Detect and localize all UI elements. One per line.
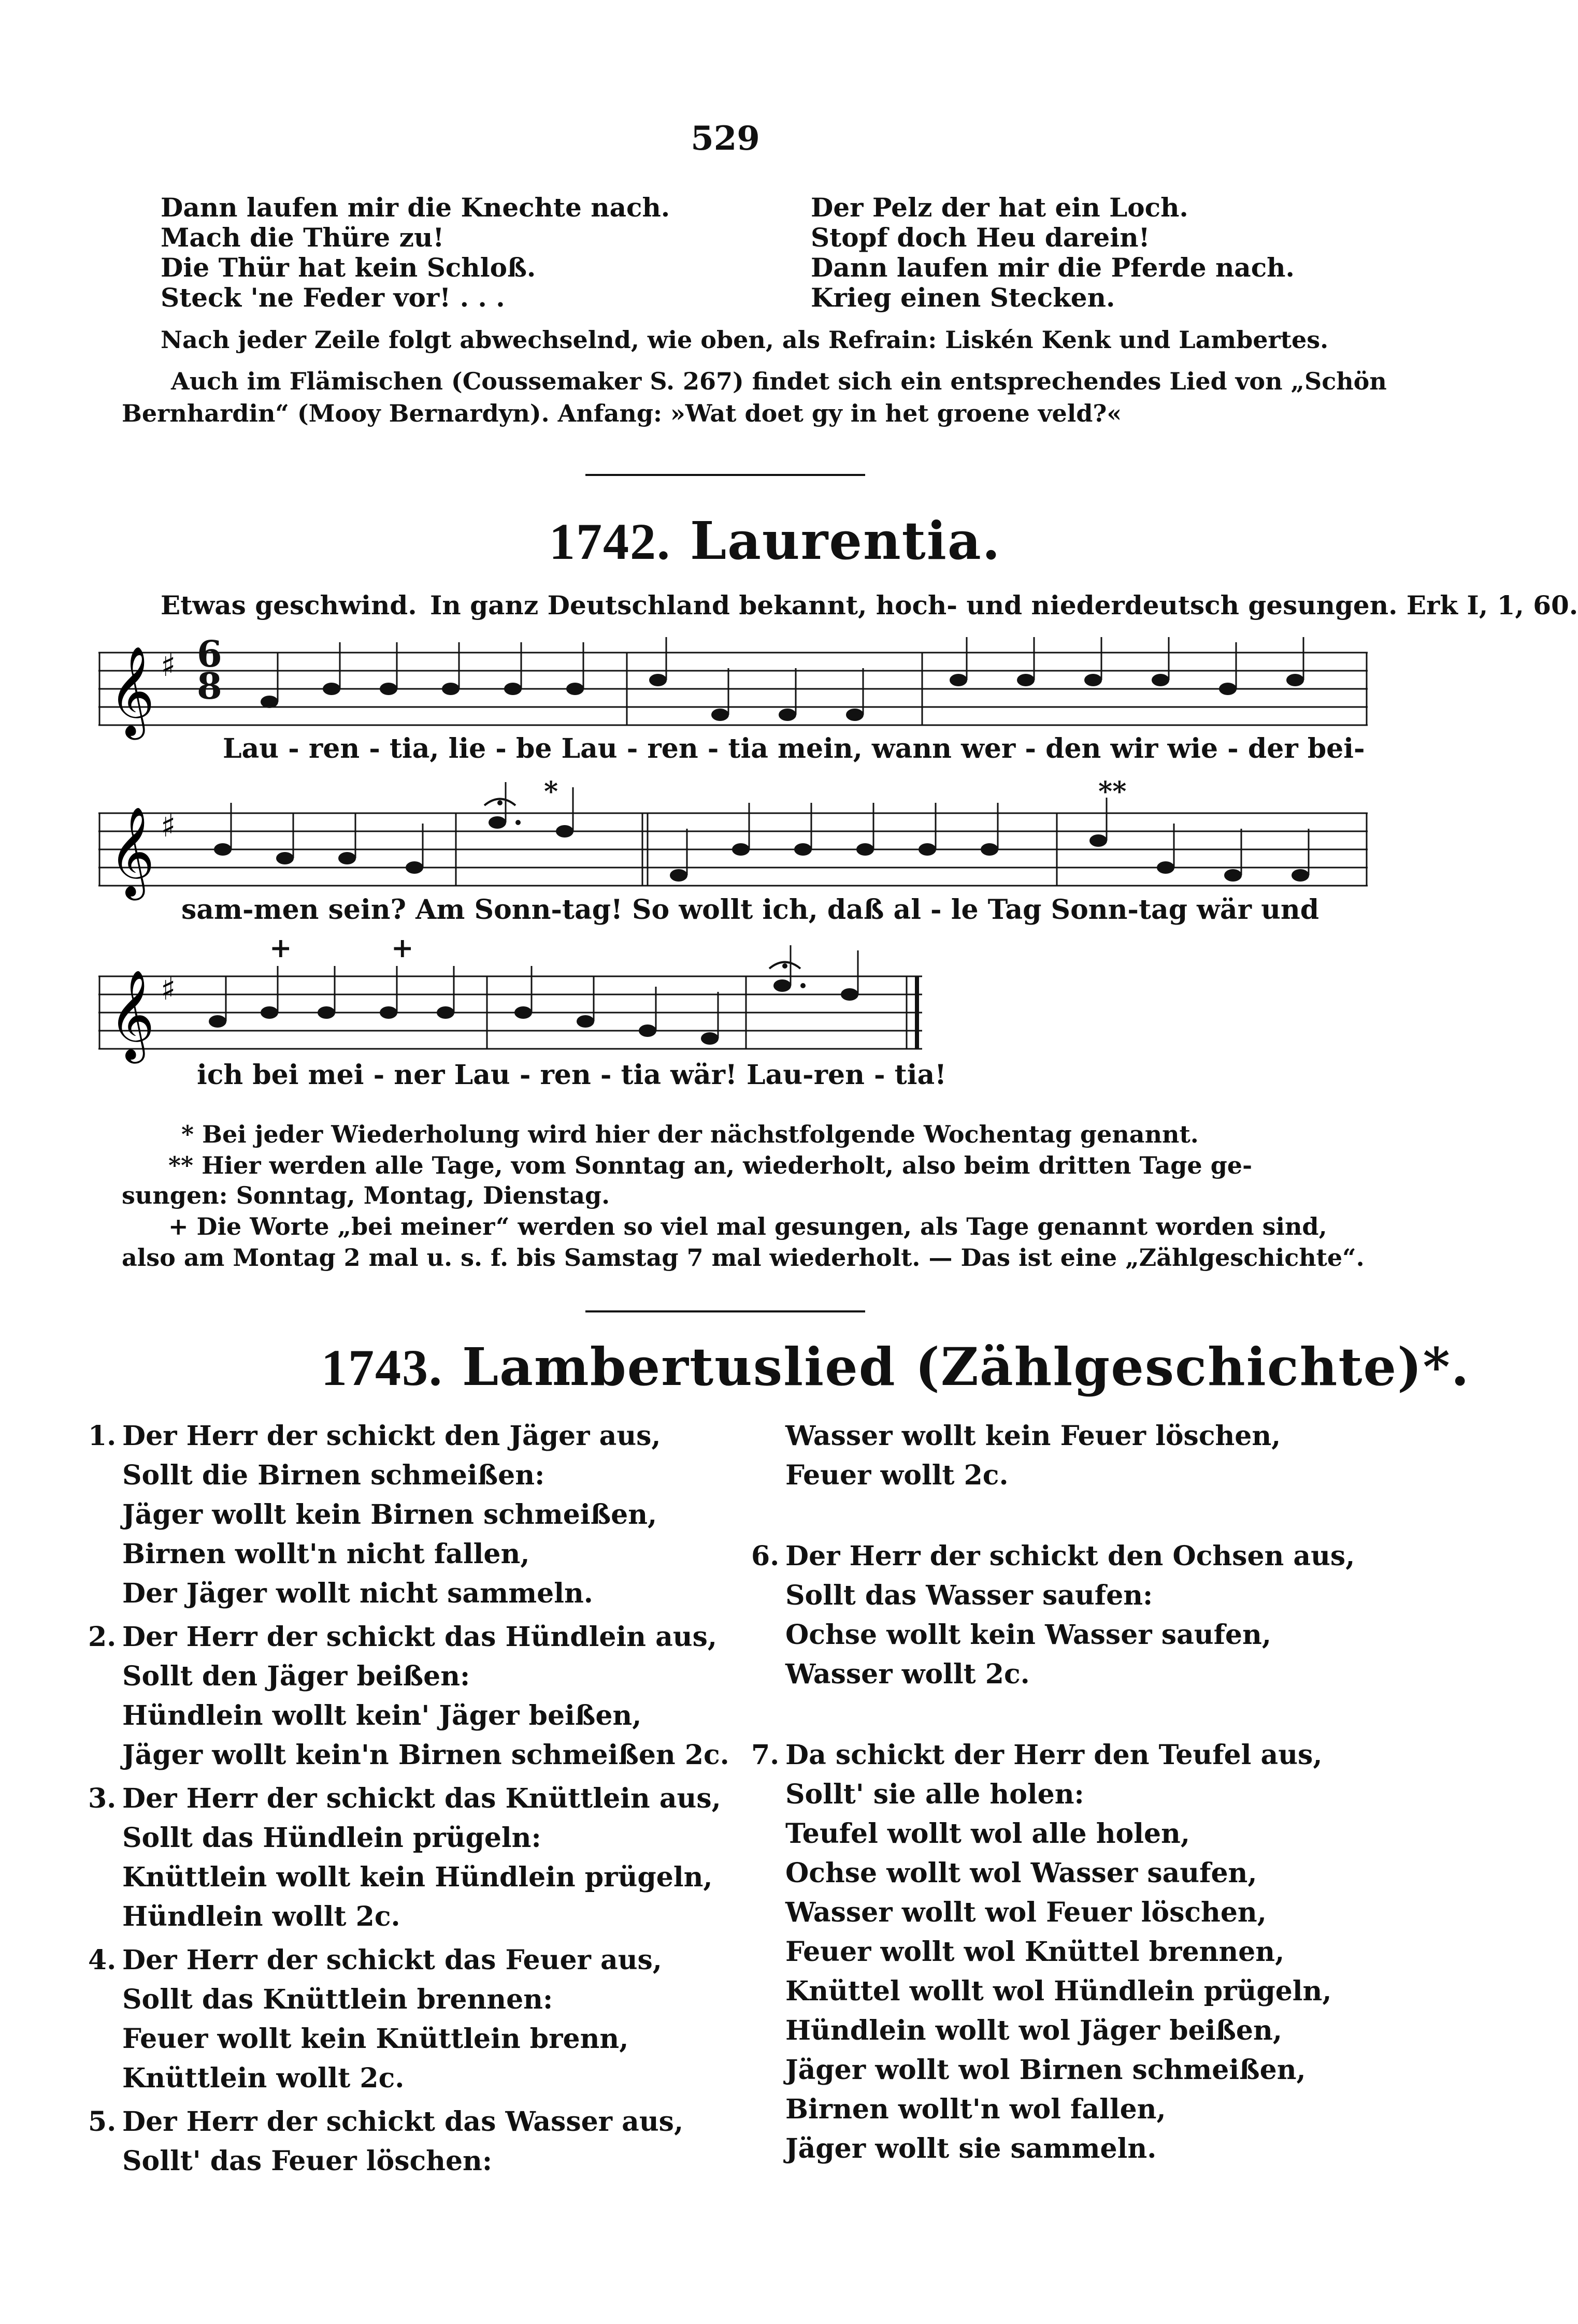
song-1742-number: 1742. xyxy=(549,513,671,570)
verse-number: 6. xyxy=(751,1540,780,1572)
verse-line xyxy=(88,1818,736,1858)
song-1742-title: Laurentia. xyxy=(690,510,1001,571)
song-1742-tempo: Etwas geschwind. xyxy=(161,590,417,620)
top-right-line-3: Dann laufen mir die Pferde nach. xyxy=(811,252,1295,283)
verse-text: Wasser wollt 2c. xyxy=(785,1658,1030,1690)
verse xyxy=(751,1736,1399,2169)
verse-line xyxy=(88,1858,736,1897)
verse-text: Sollt das Hündlein prügeln: xyxy=(122,1822,541,1854)
verse-text: Birnen wollt'n nicht fallen, xyxy=(122,1538,530,1570)
verse-line xyxy=(751,1814,1399,1854)
verse-text: Sollt den Jäger beißen: xyxy=(122,1661,470,1692)
verse-number: 2. xyxy=(88,1621,117,1653)
verse-line xyxy=(751,1456,1399,1495)
verse xyxy=(88,1417,736,1613)
verse-line xyxy=(751,1893,1399,1932)
top-left-line-3: Die Thür hat kein Schloß. xyxy=(161,252,536,283)
verses-right-column xyxy=(751,1417,1399,2169)
verse-line xyxy=(751,2011,1399,2051)
svg-text:♯: ♯ xyxy=(161,808,176,844)
cross-mark-2: + xyxy=(391,932,414,964)
verse-line xyxy=(751,1972,1399,2011)
verses-left-list xyxy=(88,1417,736,2181)
verse-text: Feuer wollt kein Knüttlein brenn, xyxy=(122,2023,629,2055)
verse-text: Knüttlein wollt kein Hündlein prügeln, xyxy=(122,1861,713,1893)
verse-text: Jäger wollt kein Birnen schmeißen, xyxy=(122,1499,657,1531)
verse xyxy=(88,1618,736,1775)
verse-line xyxy=(88,2059,736,2098)
verse-text: Sollt die Birnen schmeißen: xyxy=(122,1460,545,1491)
footnote-3: + Die Worte „bei meiner“ werden so viel mal gesungen, als Tage genannt worden sind, xyxy=(168,1212,1327,1240)
svg-text:𝄞: 𝄞 xyxy=(109,806,155,897)
verse-text: Sollt das Knüttlein brennen: xyxy=(122,1984,553,2015)
verse-line xyxy=(751,2129,1399,2169)
verse-text: Da schickt der Herr den Teufel aus, xyxy=(785,1739,1323,1771)
footnote-2-cont: sungen: Sonntag, Montag, Dienstag. xyxy=(122,1181,610,1209)
page-number: 529 xyxy=(691,119,760,158)
verse-text: Der Herr der schickt das Feuer aus, xyxy=(122,1944,662,1976)
verse-text: Der Herr der schickt den Jäger aus, xyxy=(122,1420,661,1452)
flemish-note-line-2: Bernhardin“ (Mooy Bernardyn). Anfang: »Wat doet gy in het groene veld?« xyxy=(122,399,1122,427)
verses-right-list xyxy=(751,1417,1399,2169)
section-divider-2 xyxy=(585,1310,865,1312)
verse-text: Sollt' das Feuer löschen: xyxy=(122,2145,493,2177)
treble-clef-icon: 𝄞 xyxy=(109,646,155,736)
sharp-icon: ♯ xyxy=(161,647,176,684)
verse xyxy=(88,1941,736,2098)
verse-text: Sollt' sie alle holen: xyxy=(785,1779,1084,1810)
verse-line xyxy=(88,1417,736,1456)
verse-line xyxy=(751,1775,1399,1814)
svg-text:𝄞: 𝄞 xyxy=(109,970,155,1060)
verse xyxy=(88,2102,736,2181)
music-staff-3 xyxy=(98,956,922,1075)
verse-text: Teufel wollt wol alle holen, xyxy=(785,1818,1190,1850)
verse-number: 3. xyxy=(88,1783,117,1814)
song-1743-title: Lambertuslied (Zählgeschichte)*. xyxy=(462,1336,1470,1397)
verse-line xyxy=(751,1655,1399,1694)
verse-text: Wasser wollt wol Feuer löschen, xyxy=(785,1897,1267,1928)
verse-text: Hündlein wollt kein' Jäger beißen, xyxy=(122,1700,642,1731)
top-right-line-2: Stopf doch Heu darein! xyxy=(811,222,1150,253)
verse xyxy=(751,1537,1399,1694)
song-1742-lyrics-1: Lau - ren - tia, lie - be Lau - ren - tia mein, wann wer - den wir wie - der bei- xyxy=(223,733,1365,764)
verse-text: Ochse wollt wol Wasser saufen, xyxy=(785,1857,1257,1889)
verse-line xyxy=(751,1537,1399,1576)
verse-line xyxy=(88,1495,736,1535)
verse-line xyxy=(88,1574,736,1613)
verse-line xyxy=(88,1941,736,1980)
verse-text: Feuer wollt 2c. xyxy=(785,1460,1009,1491)
song-1743-number: 1743. xyxy=(321,1339,443,1396)
refrain-note: Nach jeder Zeile folgt abwechselnd, wie oben, als Refrain: Liskén Kenk und Lambertes. xyxy=(161,326,1329,354)
verse-text: Wasser wollt kein Feuer löschen, xyxy=(785,1420,1281,1452)
verse-line xyxy=(751,2090,1399,2129)
verse-line xyxy=(88,1897,736,1937)
footnote-2: ** Hier werden alle Tage, vom Sonntag an, wiederholt, also beim dritten Tage ge- xyxy=(168,1151,1253,1179)
verse-text: Hündlein wollt wol Jäger beißen, xyxy=(785,2015,1282,2046)
time-signature-top: 6 xyxy=(197,632,222,675)
verse-line xyxy=(751,1417,1399,1456)
verse-line xyxy=(88,2102,736,2142)
verse-number: 1. xyxy=(88,1420,117,1452)
footnote-1: * Bei jeder Wiederholung wird hier der nächstfolgende Wochentag genannt. xyxy=(181,1120,1199,1148)
verse-line xyxy=(751,1576,1399,1615)
verse-text: Der Herr der schickt das Knüttlein aus, xyxy=(122,1783,721,1814)
verse-line xyxy=(88,1696,736,1736)
verse-line xyxy=(88,2019,736,2059)
section-divider-1 xyxy=(585,474,865,476)
verse xyxy=(88,1779,736,1937)
verse xyxy=(751,1417,1399,1495)
verse-line xyxy=(751,1932,1399,1972)
verse-text: Knüttlein wollt 2c. xyxy=(122,2062,405,2094)
song-1742-heading xyxy=(549,510,1001,571)
time-signature-bottom: 8 xyxy=(197,665,222,708)
verse-text: Sollt das Wasser saufen: xyxy=(785,1580,1153,1611)
song-1743-heading xyxy=(321,1336,1470,1397)
verses-left-column xyxy=(88,1417,736,2181)
verse-text: Jäger wollt kein'n Birnen schmeißen 2c. xyxy=(122,1739,729,1771)
time-signature xyxy=(197,632,222,708)
verse-text: Birnen wollt'n wol fallen, xyxy=(785,2094,1166,2125)
verse-line xyxy=(751,1854,1399,1893)
verse-number: 7. xyxy=(751,1739,780,1771)
top-left-line-4: Steck 'ne Feder vor! . . . xyxy=(161,282,505,313)
double-star-mark: ** xyxy=(1098,776,1127,807)
fermata-star-mark: * xyxy=(544,776,558,807)
verse-line xyxy=(88,1618,736,1657)
verse-text: Jäger wollt sie sammeln. xyxy=(785,2133,1157,2164)
verse-line xyxy=(88,1657,736,1696)
verse-text: Der Herr der schickt das Wasser aus, xyxy=(122,2106,684,2138)
verse-line xyxy=(88,1980,736,2019)
verse-line xyxy=(751,1736,1399,1775)
verse-text: Ochse wollt kein Wasser saufen, xyxy=(785,1619,1271,1651)
song-1742-lyrics-3: ich bei mei - ner Lau - ren - tia wär! Lau-ren - tia! xyxy=(197,1059,946,1091)
song-1742-source: In ganz Deutschland bekannt, hoch- und niederdeutsch gesungen. Erk I, 1, 60. xyxy=(430,590,1578,620)
verse-line xyxy=(751,2051,1399,2090)
top-left-line-1: Dann laufen mir die Knechte nach. xyxy=(161,192,670,223)
verse-text: Feuer wollt wol Knüttel brennen, xyxy=(785,1936,1285,1968)
top-right-line-1: Der Pelz der hat ein Loch. xyxy=(811,192,1188,223)
verse-text: Der Herr der schickt das Hündlein aus, xyxy=(122,1621,717,1653)
verse-number: 4. xyxy=(88,1944,117,1976)
top-right-line-4: Krieg einen Stecken. xyxy=(811,282,1115,313)
top-left-line-2: Mach die Thüre zu! xyxy=(161,222,444,253)
verse-line xyxy=(88,1456,736,1495)
verse-line xyxy=(88,1535,736,1574)
song-1742-lyrics-2: sam-men sein? Am Sonn-tag! So wollt ich, daß al - le Tag Sonn-tag wär und xyxy=(181,894,1319,926)
verse-line xyxy=(88,1736,736,1775)
verse-text: Knüttel wollt wol Hündlein prügeln, xyxy=(785,1975,1332,2007)
svg-text:♯: ♯ xyxy=(161,971,176,1007)
verse-text: Hündlein wollt 2c. xyxy=(122,1901,400,1932)
verse-text: Der Jäger wollt nicht sammeln. xyxy=(122,1578,593,1609)
footnote-3-cont: also am Montag 2 mal u. s. f. bis Samstag 7 mal wiederholt. — Das ist eine „Zählgeschichte“. xyxy=(122,1244,1365,1272)
verse-line xyxy=(88,1779,736,1818)
verse-line xyxy=(751,1615,1399,1655)
cross-mark-1: + xyxy=(269,932,292,964)
flemish-note-line-1: Auch im Flämischen (Coussemaker S. 267) findet sich ein entsprechendes Lied von „Schön xyxy=(171,367,1387,395)
verse-text: Der Herr der schickt den Ochsen aus, xyxy=(785,1540,1355,1572)
verse-line xyxy=(88,2142,736,2181)
verse-number: 5. xyxy=(88,2106,117,2138)
verse-text: Jäger wollt wol Birnen schmeißen, xyxy=(785,2054,1306,2086)
